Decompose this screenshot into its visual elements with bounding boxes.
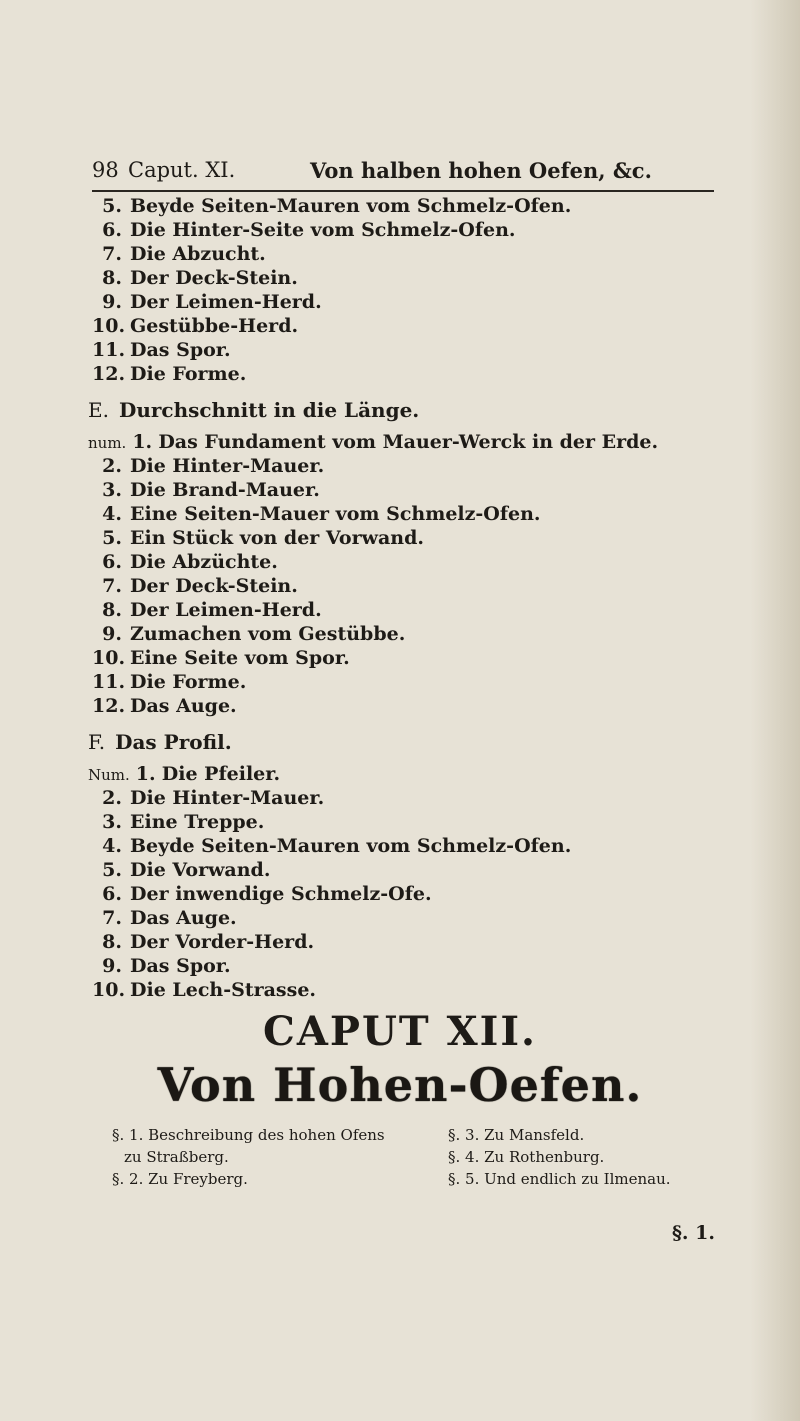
list-item: 8. Der Leimen-Herd. (102, 599, 322, 621)
list-item: 7. Der Deck-Stein. (102, 575, 298, 597)
list-item: 6. Die Abzüchte. (102, 551, 278, 573)
contents-line: §. 5. Und endlich zu Ilmenau. (448, 1170, 671, 1188)
list-item: Num. 1. Die Pfeiler. (88, 763, 281, 785)
list-item: 5. Die Vorwand. (102, 859, 271, 881)
chapter-label: Caput. XI. (128, 158, 236, 182)
chapter-contents-left (112, 1124, 385, 1190)
list-item: 2. Die Hinter-Mauer. (102, 455, 325, 477)
running-title: Von halben hohen Oefen, &c. (310, 158, 652, 183)
list-item: 3. Eine Treppe. (102, 811, 265, 833)
list-item: 6. Der inwendige Schmelz-Ofe. (102, 883, 432, 905)
contents-line: §. 3. Zu Mansfeld. (448, 1126, 585, 1144)
contents-line: zu Straßberg. (124, 1148, 229, 1166)
chapter-heading: CAPUT XII. (263, 1008, 537, 1055)
running-header (92, 156, 714, 192)
section-f-heading: F. Das Profil. (88, 730, 232, 754)
list-item: 4. Eine Seiten-Mauer vom Schmelz-Ofen. (102, 503, 541, 525)
list-item: 11. Die Forme. (92, 671, 247, 693)
list-item: 7. Die Abzucht. (102, 243, 266, 265)
list-item: 10. Eine Seite vom Spor. (92, 647, 350, 669)
list-item: 7. Das Auge. (102, 907, 237, 929)
chapter-title: Von Hohen-Oefen. (157, 1058, 643, 1112)
page-number: 98 (92, 158, 119, 182)
list-item: 9. Zumachen vom Gestübbe. (102, 623, 406, 645)
section-e-heading: E. Durchschnitt in die Länge. (88, 398, 420, 422)
contents-line: §. 1. Beschreibung des hohen Ofens (112, 1126, 385, 1144)
list-item: 9. Das Spor. (102, 955, 231, 977)
list-item: 5. Beyde Seiten-Mauren vom Schmelz-Ofen. (102, 195, 572, 217)
list-item: 12. Die Forme. (92, 363, 247, 385)
catchword: §. 1. (672, 1222, 716, 1244)
list-item: 10. Die Lech-Strasse. (92, 979, 317, 1001)
list-item: 12. Das Auge. (92, 695, 237, 717)
list-item: 8. Der Deck-Stein. (102, 267, 298, 289)
list-item: 4. Beyde Seiten-Mauren vom Schmelz-Ofen. (102, 835, 572, 857)
list-item: 8. Der Vorder-Herd. (102, 931, 315, 953)
list-item: 10. Gestübbe-Herd. (92, 315, 299, 337)
list-item: 2. Die Hinter-Mauer. (102, 787, 325, 809)
contents-line: §. 2. Zu Freyberg. (112, 1170, 248, 1188)
list-item: 3. Die Brand-Mauer. (102, 479, 320, 501)
page-edge-shadow (750, 0, 800, 1421)
list-item: num. 1. Das Fundament vom Mauer-Werck in der Erde. (88, 431, 659, 453)
contents-line: §. 4. Zu Rothenburg. (448, 1148, 605, 1166)
list-item: 9. Der Leimen-Herd. (102, 291, 322, 313)
list-item: 11. Das Spor. (92, 339, 231, 361)
list-item: 5. Ein Stück von der Vorwand. (102, 527, 424, 549)
chapter-contents-right (448, 1124, 671, 1190)
list-item: 6. Die Hinter-Seite vom Schmelz-Ofen. (102, 219, 516, 241)
